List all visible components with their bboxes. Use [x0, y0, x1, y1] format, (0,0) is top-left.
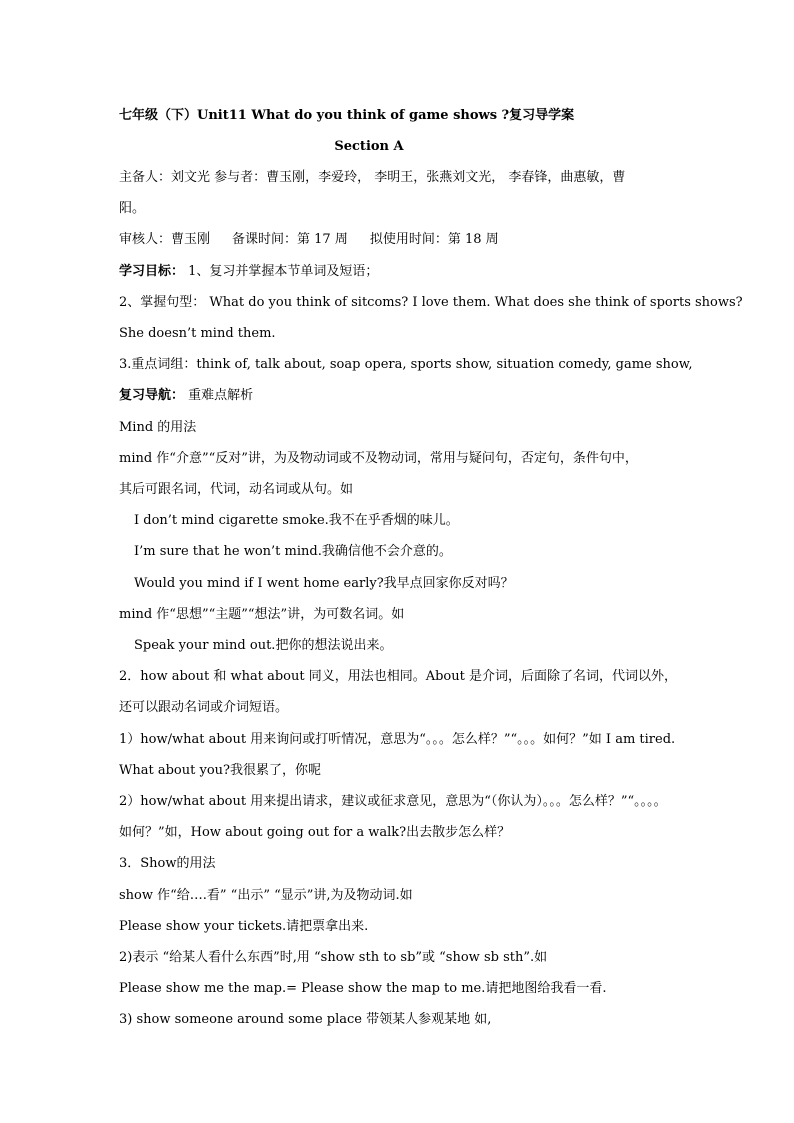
- mind-example-1: I don’t mind cigarette smoke.我不在乎香烟的味儿。: [134, 513, 459, 529]
- use-time: 拟使用时间：第 18 周: [369, 232, 499, 248]
- nav-label: 复习导航：: [119, 388, 185, 404]
- how-about-heading-cont: 还可以跟动名词或介词短语。: [119, 700, 289, 716]
- mind-example-2: I’m sure that he won’t mind.我确信他不会介意的。: [134, 544, 452, 560]
- how-about-usage-1-cont: What about you?我很累了，你呢: [119, 762, 321, 778]
- section-heading: Section A: [334, 139, 404, 154]
- mind-description-cont: 其后可跟名词，代词，动名词或从句。如: [119, 482, 354, 498]
- mind-example-4: Speak your mind out.把你的想法说出来。: [134, 638, 393, 654]
- mind-example-3: Would you mind if I went home early?我早点回家你反对吗？: [134, 575, 514, 591]
- goals-label: 学习目标：: [119, 263, 185, 279]
- document-title: 七年级（下）Unit11 What do you think of game shows ?复习导学案: [119, 108, 575, 123]
- reviewer: 审核人：曹玉刚: [119, 232, 211, 248]
- goals-line: [119, 256, 699, 287]
- how-about-usage-2: 2）how/what about 用来提出请求，建议或征求意见，意思为“（你认为）。。。怎么样？”“。。。。: [119, 794, 667, 810]
- prep-time: 备课时间：第 17 周: [232, 232, 348, 248]
- goal-3: 3.重点词组：think of, talk about, soap opera, sports show, situation comedy, game show,: [119, 357, 693, 373]
- goal-1: 1、复习并掌握本节单词及短语；: [184, 263, 379, 279]
- goal-2: 2、掌握句型： What do you think of sitcoms? I love them. What does she think of sports shows?: [119, 294, 743, 310]
- mind-heading: Mind 的用法: [119, 419, 197, 435]
- preparers-line: 主备人：刘文光 参与者：曹玉刚，李爱玲， 李明王，张燕刘文光， 李春锋，曲惠敏，曹: [119, 170, 626, 185]
- mind-noun-usage: mind 作“思想”“主题”“想法”讲，为可数名词。如: [119, 606, 405, 622]
- show-description: show 作“给….看” “出示” “显示”讲,为及物动词.如: [119, 887, 413, 903]
- goal-2-cont: She doesn’t mind them.: [119, 326, 276, 342]
- show-example-1: Please show your tickets.请把票拿出来.: [119, 918, 369, 934]
- show-usage-2: 2)表示 “给某人看什么东西”时,用 “show sth to sb”或 “show sb sth”.如: [119, 950, 548, 966]
- preparers-line-cont: 阳。: [119, 201, 146, 217]
- show-heading: 3．Show的用法: [119, 856, 216, 872]
- show-usage-3: 3) show someone around some place 带领某人参观某地 如,: [119, 1012, 492, 1028]
- nav-line: [119, 380, 699, 411]
- show-example-2: Please show me the map.= Please show the map to me.请把地图给我看一看.: [119, 981, 607, 997]
- how-about-usage-1: 1）how/what about 用来询问或打听情况，意思为“。。。怎么样？”“。。。如何？”如 I am tired.: [119, 731, 676, 747]
- mind-description: mind 作“介意”“反对”讲，为及物动词或不及物动词，常用与疑问句，否定句，条件句中，: [119, 450, 638, 466]
- how-about-usage-2-cont: 如何？”如，How about going out for a walk?出去散步怎么样？: [119, 825, 511, 841]
- review-info-line: [119, 224, 699, 255]
- nav-text: 重难点解析: [184, 388, 254, 404]
- document-body: [119, 100, 743, 1036]
- how-about-heading: 2．how about 和 what about 同义，用法也相同。About 是介词，后面除了名词，代词以外，: [119, 669, 677, 685]
